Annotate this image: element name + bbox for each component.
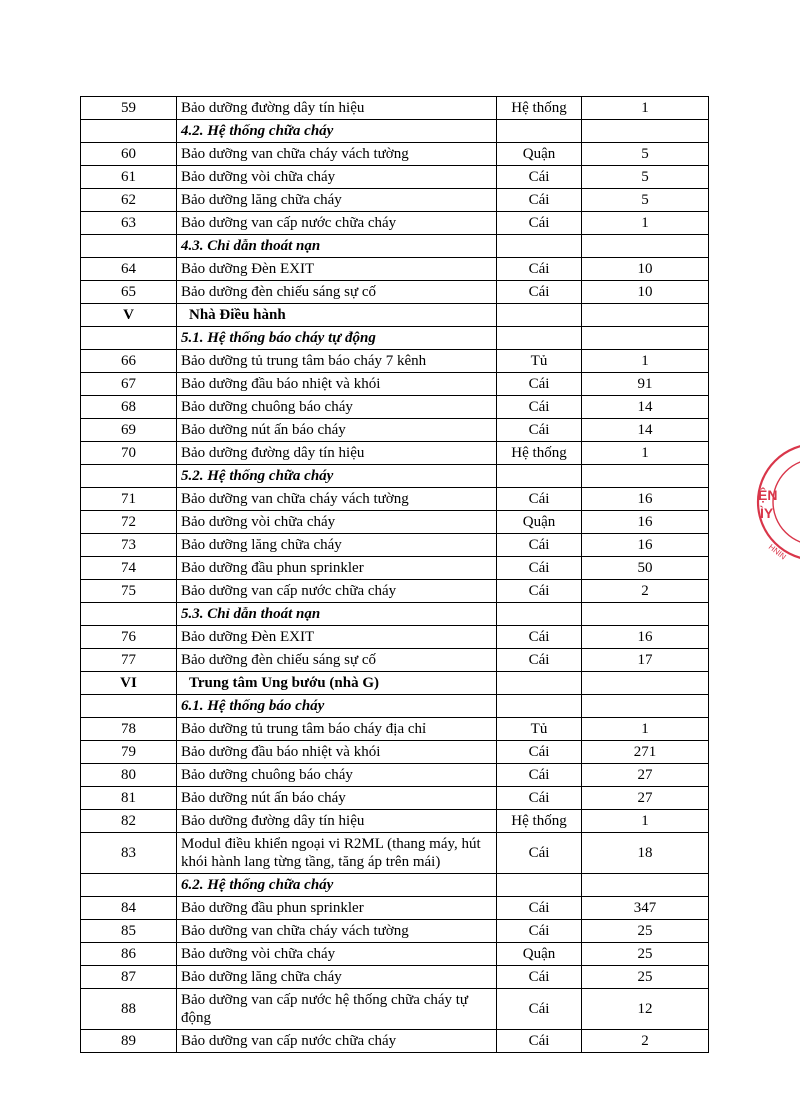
row-quantity: 14 <box>582 419 709 442</box>
row-unit <box>497 874 582 897</box>
table-row <box>81 373 709 396</box>
table-row <box>81 189 709 212</box>
red-stamp <box>748 440 800 570</box>
table-row <box>81 966 709 989</box>
row-quantity: 16 <box>582 626 709 649</box>
row-quantity: 18 <box>582 833 709 874</box>
row-quantity: 271 <box>582 741 709 764</box>
table-row <box>81 442 709 465</box>
row-description: Bảo dưỡng đầu báo nhiệt và khói <box>177 741 497 764</box>
row-number: 78 <box>81 718 177 741</box>
table-row <box>81 920 709 943</box>
table-row <box>81 534 709 557</box>
row-unit: Cái <box>497 1030 582 1053</box>
row-number <box>81 874 177 897</box>
row-quantity: 10 <box>582 258 709 281</box>
row-quantity: 16 <box>582 511 709 534</box>
row-unit: Cái <box>497 212 582 235</box>
row-number: 85 <box>81 920 177 943</box>
row-unit: Cái <box>497 626 582 649</box>
row-number: 65 <box>81 281 177 304</box>
table-row <box>81 741 709 764</box>
row-unit: Cái <box>497 557 582 580</box>
row-description: Trung tâm Ung bướu (nhà G) <box>177 672 497 695</box>
row-unit: Cái <box>497 189 582 212</box>
table-row <box>81 649 709 672</box>
row-number: 86 <box>81 943 177 966</box>
row-unit <box>497 465 582 488</box>
row-description: Bảo dưỡng chuông báo cháy <box>177 396 497 419</box>
subsection-row <box>81 465 709 488</box>
row-description: Bảo dưỡng đầu phun sprinkler <box>177 557 497 580</box>
row-quantity <box>582 235 709 258</box>
subsection-row <box>81 327 709 350</box>
table-row <box>81 419 709 442</box>
table-body <box>81 97 709 1053</box>
row-description: Bảo dưỡng chuông báo cháy <box>177 764 497 787</box>
row-quantity: 1 <box>582 212 709 235</box>
row-unit <box>497 327 582 350</box>
row-number: V <box>81 304 177 327</box>
row-number: 63 <box>81 212 177 235</box>
row-description: Nhà Điều hành <box>177 304 497 327</box>
row-quantity: 14 <box>582 396 709 419</box>
row-unit: Hệ thống <box>497 810 582 833</box>
table-row <box>81 212 709 235</box>
row-quantity: 17 <box>582 649 709 672</box>
row-unit: Hệ thống <box>497 97 582 120</box>
row-quantity <box>582 603 709 626</box>
row-quantity: 50 <box>582 557 709 580</box>
row-unit: Hệ thống <box>497 442 582 465</box>
row-unit <box>497 235 582 258</box>
table-row <box>81 350 709 373</box>
row-number: 66 <box>81 350 177 373</box>
row-description: Bảo dưỡng đầu báo nhiệt và khói <box>177 373 497 396</box>
row-quantity: 16 <box>582 534 709 557</box>
row-quantity <box>582 327 709 350</box>
subsection-row <box>81 874 709 897</box>
row-unit <box>497 695 582 718</box>
row-description: 4.3. Chỉ dẫn thoát nạn <box>177 235 497 258</box>
row-number: 70 <box>81 442 177 465</box>
row-number <box>81 603 177 626</box>
row-description: Bảo dưỡng van cấp nước hệ thống chữa cháy tự động <box>177 989 497 1030</box>
row-quantity <box>582 672 709 695</box>
subsection-row <box>81 603 709 626</box>
row-quantity: 1 <box>582 97 709 120</box>
row-description: Bảo dưỡng lăng chữa cháy <box>177 534 497 557</box>
row-quantity: 5 <box>582 189 709 212</box>
row-unit: Cái <box>497 989 582 1030</box>
table-row <box>81 557 709 580</box>
row-unit: Cái <box>497 258 582 281</box>
row-quantity: 2 <box>582 580 709 603</box>
table-row <box>81 488 709 511</box>
row-quantity: 12 <box>582 989 709 1030</box>
table-row <box>81 396 709 419</box>
row-number: 59 <box>81 97 177 120</box>
row-unit: Cái <box>497 920 582 943</box>
row-description: 6.1. Hệ thống báo cháy <box>177 695 497 718</box>
row-quantity: 5 <box>582 143 709 166</box>
row-unit: Cái <box>497 897 582 920</box>
row-quantity: 347 <box>582 897 709 920</box>
stamp-text-3: HNIN <box>766 542 788 562</box>
row-number: 60 <box>81 143 177 166</box>
table-row <box>81 143 709 166</box>
row-description: Bảo dưỡng vòi chữa cháy <box>177 166 497 189</box>
section-row <box>81 672 709 695</box>
row-number: 77 <box>81 649 177 672</box>
table-row <box>81 943 709 966</box>
row-unit: Cái <box>497 373 582 396</box>
row-quantity: 1 <box>582 810 709 833</box>
stamp-text-2: ÌY <box>760 505 774 521</box>
row-number <box>81 327 177 350</box>
row-description: Bảo dưỡng đèn chiếu sáng sự cố <box>177 649 497 672</box>
row-number: 68 <box>81 396 177 419</box>
row-number: 71 <box>81 488 177 511</box>
row-number: 83 <box>81 833 177 874</box>
row-quantity: 25 <box>582 943 709 966</box>
row-quantity: 1 <box>582 350 709 373</box>
table-row <box>81 97 709 120</box>
table-row <box>81 258 709 281</box>
row-description: Bảo dưỡng đường dây tín hiệu <box>177 97 497 120</box>
row-description: Bảo dưỡng đầu phun sprinkler <box>177 897 497 920</box>
row-unit: Cái <box>497 649 582 672</box>
row-description: 5.2. Hệ thống chữa cháy <box>177 465 497 488</box>
row-unit: Cái <box>497 833 582 874</box>
row-number: 75 <box>81 580 177 603</box>
table-row <box>81 989 709 1030</box>
row-quantity: 5 <box>582 166 709 189</box>
row-description: Bảo dưỡng van chữa cháy vách tường <box>177 920 497 943</box>
row-quantity <box>582 304 709 327</box>
row-description: Bảo dưỡng vòi chữa cháy <box>177 511 497 534</box>
row-quantity: 10 <box>582 281 709 304</box>
row-number: 64 <box>81 258 177 281</box>
row-number: 76 <box>81 626 177 649</box>
row-unit: Quận <box>497 143 582 166</box>
row-unit: Cái <box>497 488 582 511</box>
row-number: 89 <box>81 1030 177 1053</box>
table-row <box>81 626 709 649</box>
row-description: Bảo dưỡng Đèn EXIT <box>177 626 497 649</box>
row-number: 79 <box>81 741 177 764</box>
row-unit: Cái <box>497 580 582 603</box>
row-description: Bảo dưỡng Đèn EXIT <box>177 258 497 281</box>
maintenance-table <box>80 96 709 1053</box>
row-unit: Cái <box>497 764 582 787</box>
row-unit <box>497 603 582 626</box>
row-unit: Cái <box>497 966 582 989</box>
table-row <box>81 718 709 741</box>
row-description: Bảo dưỡng vòi chữa cháy <box>177 943 497 966</box>
table-row <box>81 787 709 810</box>
section-row <box>81 304 709 327</box>
row-description: Bảo dưỡng tủ trung tâm báo cháy 7 kênh <box>177 350 497 373</box>
row-description: Bảo dưỡng nút ấn báo cháy <box>177 787 497 810</box>
row-number: 80 <box>81 764 177 787</box>
row-quantity <box>582 465 709 488</box>
row-description: Bảo dưỡng đèn chiếu sáng sự cố <box>177 281 497 304</box>
row-description: 6.2. Hệ thống chữa cháy <box>177 874 497 897</box>
row-description: Bảo dưỡng nút ấn báo cháy <box>177 419 497 442</box>
row-quantity: 25 <box>582 966 709 989</box>
row-number: 61 <box>81 166 177 189</box>
row-unit: Cái <box>497 534 582 557</box>
row-quantity: 27 <box>582 787 709 810</box>
row-description: Bảo dưỡng lăng chữa cháy <box>177 966 497 989</box>
stamp-text-1: ỆN <box>758 487 778 503</box>
row-number: 87 <box>81 966 177 989</box>
row-quantity: 91 <box>582 373 709 396</box>
row-unit: Cái <box>497 166 582 189</box>
row-quantity <box>582 120 709 143</box>
row-number <box>81 235 177 258</box>
table-row <box>81 1030 709 1053</box>
row-description: Bảo dưỡng đường dây tín hiệu <box>177 442 497 465</box>
table-row <box>81 511 709 534</box>
table-row <box>81 810 709 833</box>
row-quantity: 16 <box>582 488 709 511</box>
row-unit: Cái <box>497 419 582 442</box>
row-description: Bảo dưỡng van cấp nước chữa cháy <box>177 212 497 235</box>
row-unit <box>497 304 582 327</box>
row-unit <box>497 120 582 143</box>
subsection-row <box>81 120 709 143</box>
row-description: Bảo dưỡng van cấp nước chữa cháy <box>177 1030 497 1053</box>
row-quantity: 27 <box>582 764 709 787</box>
row-unit: Quận <box>497 943 582 966</box>
row-quantity: 2 <box>582 1030 709 1053</box>
row-number: VI <box>81 672 177 695</box>
row-unit <box>497 672 582 695</box>
row-unit: Quận <box>497 511 582 534</box>
row-unit: Cái <box>497 741 582 764</box>
row-number: 82 <box>81 810 177 833</box>
row-number <box>81 120 177 143</box>
row-quantity: 1 <box>582 718 709 741</box>
row-quantity: 1 <box>582 442 709 465</box>
row-number: 74 <box>81 557 177 580</box>
table-row <box>81 580 709 603</box>
row-number: 69 <box>81 419 177 442</box>
row-number: 62 <box>81 189 177 212</box>
table-row <box>81 764 709 787</box>
subsection-row <box>81 235 709 258</box>
row-quantity <box>582 874 709 897</box>
row-unit: Cái <box>497 787 582 810</box>
row-number: 73 <box>81 534 177 557</box>
row-number: 81 <box>81 787 177 810</box>
table-row <box>81 166 709 189</box>
row-description: Bảo dưỡng van chữa cháy vách tường <box>177 488 497 511</box>
row-description: Bảo dưỡng van cấp nước chữa cháy <box>177 580 497 603</box>
row-number <box>81 465 177 488</box>
row-number: 88 <box>81 989 177 1030</box>
row-description: 5.1. Hệ thống báo cháy tự động <box>177 327 497 350</box>
row-description: Bảo dưỡng tủ trung tâm báo cháy địa chỉ <box>177 718 497 741</box>
table-row <box>81 833 709 874</box>
row-number <box>81 695 177 718</box>
row-quantity: 25 <box>582 920 709 943</box>
row-number: 67 <box>81 373 177 396</box>
row-unit: Tủ <box>497 718 582 741</box>
row-description: Bảo dưỡng lăng chữa cháy <box>177 189 497 212</box>
row-number: 72 <box>81 511 177 534</box>
row-unit: Cái <box>497 396 582 419</box>
row-description: Bảo dưỡng đường dây tín hiệu <box>177 810 497 833</box>
row-unit: Cái <box>497 281 582 304</box>
table-row <box>81 281 709 304</box>
row-description: 5.3. Chỉ dẫn thoát nạn <box>177 603 497 626</box>
table-row <box>81 897 709 920</box>
row-unit: Tủ <box>497 350 582 373</box>
row-description: Bảo dưỡng van chữa cháy vách tường <box>177 143 497 166</box>
subsection-row <box>81 695 709 718</box>
row-description: 4.2. Hệ thống chữa cháy <box>177 120 497 143</box>
row-description: Modul điều khiển ngoại vi R2ML (thang máy, hút khói hành lang từng tầng, tăng áp trên mái) <box>177 833 497 874</box>
row-number: 84 <box>81 897 177 920</box>
row-quantity <box>582 695 709 718</box>
